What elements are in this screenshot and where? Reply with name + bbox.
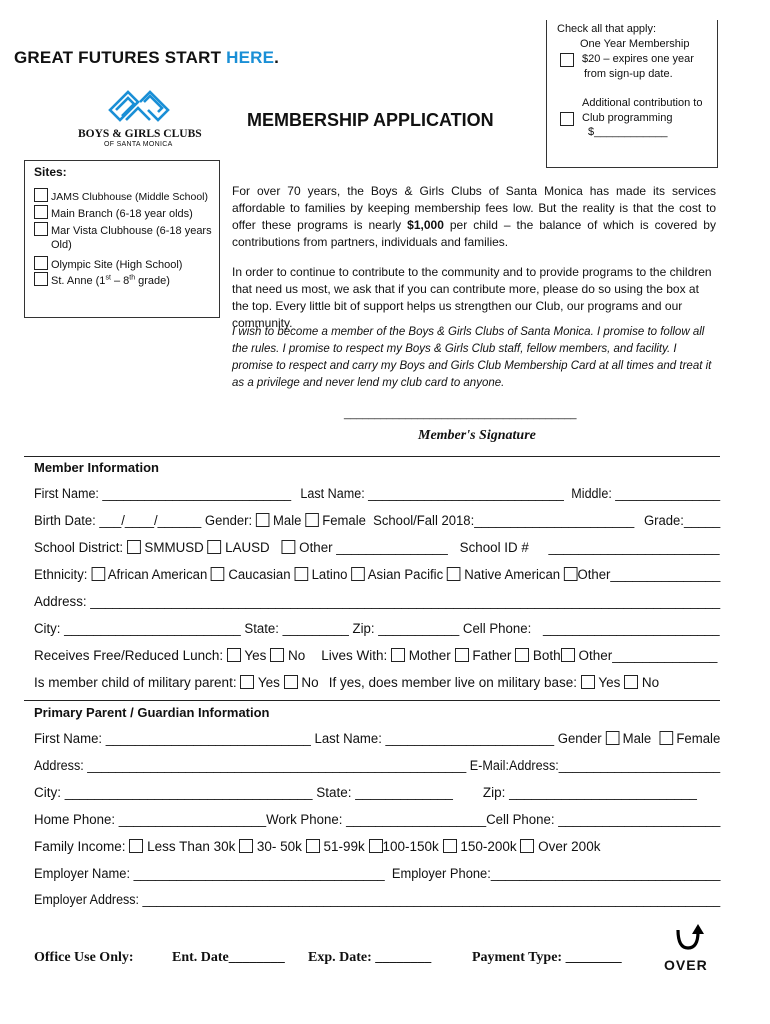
clubs-logo-icon [104,80,174,128]
ethnicity-other-checkbox[interactable] [564,567,578,581]
site-mar-vista[interactable]: Mar Vista Clubhouse (6-18 years [34,222,212,237]
site-olympic[interactable]: Olympic Site (High School) [34,256,182,271]
member-row-address[interactable]: Address: _____________________________________________________________________________________ [34,594,721,609]
parent-row-income[interactable]: Family Income: Less Than 30k 30- 50k 51-99k 100-150k 150-200k Over 200k [34,839,601,854]
logo [68,80,208,150]
base-yes-checkbox[interactable] [581,675,595,689]
divider-top [24,456,720,457]
member-row-ethnicity[interactable]: Ethnicity: African American Caucasian Latino Asian Pacific Native American Other_______________ [34,567,721,582]
parent-row-employer-address[interactable]: Employer Address: ___________________________________________________________________________________ [34,892,721,907]
intro-paragraph-2: In order to continue to contribute to the community and to provide programs to the children that need us most, we ask that if you can contribute more, please do so using the box at the top. Every little bit of support helps us strengthen our Club, our programs and our community. [232,265,712,330]
site-st-anne-checkbox[interactable] [34,272,48,286]
site-mar-vista-checkbox[interactable] [34,222,48,236]
ethnicity-native-american-checkbox[interactable] [447,567,461,581]
gender-female-checkbox[interactable] [305,513,319,527]
site-olympic-checkbox[interactable] [34,256,48,270]
gender-male-checkbox[interactable] [256,513,270,527]
parent-male-checkbox[interactable] [605,731,619,745]
ent-date-field[interactable]: Ent. Date________ [172,950,285,965]
member-row-city[interactable]: City: ________________________ State: _________ Zip: ___________ Cell Phone: ________________________ [34,621,720,636]
income-over-200k-checkbox[interactable] [520,839,534,853]
sites-heading: Sites: [34,165,67,179]
logo-line2: OF SANTA MONICA [104,141,173,148]
lunch-no-checkbox[interactable] [270,648,284,662]
income-100-150k-checkbox[interactable] [369,839,383,853]
parent-row-employer[interactable]: Employer Name: ___________________________________ Employer Phone:________________________________ [34,866,721,881]
income-30-50k-checkbox[interactable] [239,839,253,853]
parent-row-name[interactable]: First Name: ____________________________ Last Name: _______________________ Gender Male Female [34,731,721,746]
district-other-checkbox[interactable] [282,540,296,554]
logo-line1: BOYS & GIRLS CLUBS [78,128,202,140]
income-51-99k-checkbox[interactable] [306,839,320,853]
member-row-lunch[interactable]: Receives Free/Reduced Lunch: Yes No Lives With: Mother Father Both Other______________ [34,648,718,663]
divider-middle [24,700,720,701]
military-yes-checkbox[interactable] [240,675,254,689]
tagline: GREAT FUTURES START HERE. [14,48,280,67]
parent-row-city[interactable]: City: _________________________________ State: _____________ Zip: _________________________ [34,785,697,800]
lives-mother-checkbox[interactable] [391,648,405,662]
over-label: OVER [664,957,708,973]
additional-contribution-checkbox[interactable] [560,112,574,126]
lives-other-checkbox[interactable] [561,648,575,662]
lives-father-checkbox[interactable] [455,648,469,662]
lunch-yes-checkbox[interactable] [227,648,241,662]
signature-label: Member's Signature [418,428,536,443]
site-main[interactable]: Main Branch (6-18 year olds) [34,205,193,220]
lives-both-checkbox[interactable] [515,648,529,662]
turn-over-arrow-icon [668,922,708,954]
sites-box: Sites: JAMS Clubhouse (Middle School) Main Branch (6-18 year olds) Mar Vista Clubhouse (6-18 years Old) Olympic Site (High School) St. Anne (1st – 8th grade) [24,160,220,318]
office-use-label: Office Use Only: [34,950,134,965]
site-jams-checkbox[interactable] [34,188,48,202]
page-title: MEMBERSHIP APPLICATION [247,110,494,130]
district-lausd-checkbox[interactable] [208,540,222,554]
signature-line[interactable]: ______________________________________ [344,408,577,420]
ethnicity-caucasian-checkbox[interactable] [211,567,225,581]
parent-row-phones[interactable]: Home Phone: ____________________Work Phone: ___________________Cell Phone: ______________________ [34,812,721,827]
member-row-military[interactable]: Is member child of military parent: Yes No If yes, does member live on military base: Yes No [34,675,660,690]
parent-row-address[interactable]: Address: ______________________________________________________ E-Mail:Address:_______________________ [34,758,721,773]
site-jams[interactable]: JAMS Clubhouse (Middle School) [34,188,208,203]
income-less-30k-checkbox[interactable] [129,839,143,853]
exp-date-field[interactable]: Exp. Date: ________ [308,950,432,965]
site-st-anne[interactable]: St. Anne (1st – 8th grade) [34,272,170,287]
contribution-amount-field[interactable]: $____________ [588,126,668,138]
member-row-district[interactable]: School District: SMMUSD LAUSD Other _______________ School ID # _______________________ [34,540,720,555]
one-year-membership-checkbox[interactable] [560,53,574,67]
parent-female-checkbox[interactable] [659,731,673,745]
payment-type-field[interactable]: Payment Type: ________ [472,950,622,965]
intro-paragraph-1: For over 70 years, the Boys & Girls Clubs of Santa Monica has made its services affordable to families by keeping membership fees low. But the reality is that the cost to offer these programs is nearly $1,000 per child – the balance of which is covered by contributions from partners, individuals and families. [232,184,716,249]
member-pledge: I wish to become a member of the Boys & Girls Clubs of Santa Monica. I promise to follow all the rules. I promise to respect my Boys & Girls Club staff, fellow members, and facility. I promise to respect and carry my Boys and Girls Club Membership Card at all times and treat it as a privilege and never lend my club card to anyone. [232,326,712,389]
district-smmusd-checkbox[interactable] [127,540,141,554]
member-row-name[interactable]: First Name: ___________________________ Last Name: ____________________________ Middle: _______________ [34,486,721,501]
income-150-200k-checkbox[interactable] [443,839,457,853]
options-box: Check all that apply: One Year Membership $20 – expires one year from sign-up date. Additional contribution to Club programming $____________ [546,20,718,168]
ethnicity-african-american-checkbox[interactable] [91,567,105,581]
base-no-checkbox[interactable] [624,675,638,689]
site-main-checkbox[interactable] [34,205,48,219]
ethnicity-asian-pacific-checkbox[interactable] [351,567,365,581]
military-no-checkbox[interactable] [284,675,298,689]
ethnicity-latino-checkbox[interactable] [294,567,308,581]
member-row-birth[interactable]: Birth Date: ___/____/______ Gender: Male Female School/Fall 2018:______________________ Grade:_____ [34,513,721,528]
member-info-heading: Member Information [34,460,159,475]
parent-info-heading: Primary Parent / Guardian Information [34,705,270,720]
